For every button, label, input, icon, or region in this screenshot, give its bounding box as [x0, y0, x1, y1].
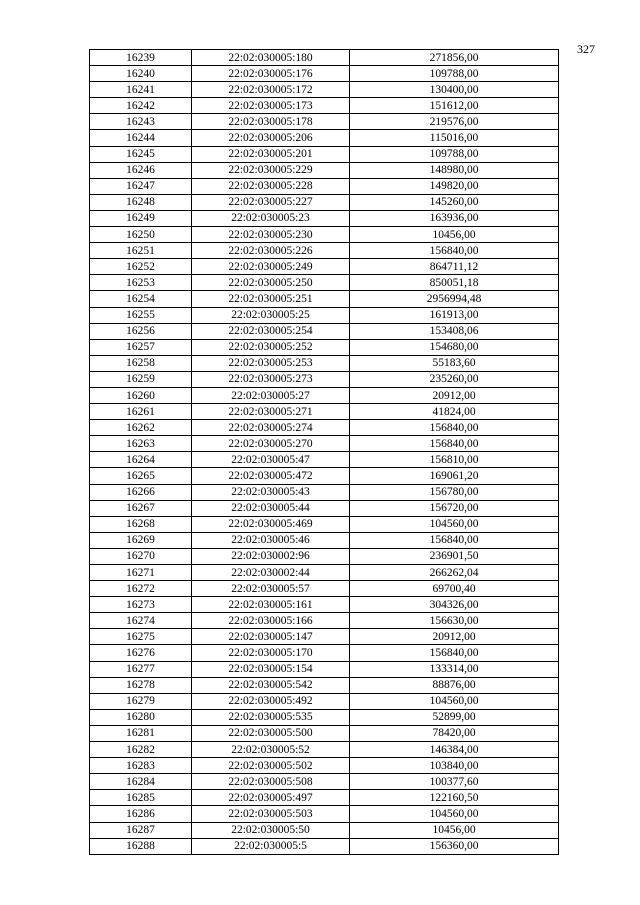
table-row [90, 516, 559, 532]
table-row [90, 500, 559, 516]
row-number-cell: 16240 [90, 66, 192, 82]
row-number-cell: 16272 [90, 581, 192, 597]
value-cell: 10456,00 [350, 822, 559, 838]
cadastral-number-cell: 22:02:030005:251 [192, 291, 350, 307]
table-row [90, 291, 559, 307]
row-number-cell: 16268 [90, 516, 192, 532]
value-cell: 20912,00 [350, 387, 559, 403]
row-number-cell: 16269 [90, 532, 192, 548]
cadastral-number-cell: 22:02:030005:47 [192, 452, 350, 468]
value-cell: 78420,00 [350, 725, 559, 741]
cadastral-number-cell: 22:02:030005:500 [192, 725, 350, 741]
table-row [90, 838, 559, 854]
cadastral-number-cell: 22:02:030005:271 [192, 404, 350, 420]
cadastral-number-cell: 22:02:030005:180 [192, 50, 350, 66]
table-row [90, 758, 559, 774]
value-cell: 161913,00 [350, 307, 559, 323]
cadastral-number-cell: 22:02:030005:23 [192, 210, 350, 226]
row-number-cell: 16262 [90, 420, 192, 436]
value-cell: 156840,00 [350, 243, 559, 259]
row-number-cell: 16273 [90, 597, 192, 613]
value-cell: 156810,00 [350, 452, 559, 468]
table-row [90, 339, 559, 355]
table-row [90, 645, 559, 661]
table-row [90, 114, 559, 130]
table-row [90, 677, 559, 693]
table-row [90, 355, 559, 371]
value-cell: 69700,40 [350, 581, 559, 597]
cadastral-number-cell: 22:02:030005:178 [192, 114, 350, 130]
row-number-cell: 16270 [90, 548, 192, 564]
cadastral-number-cell: 22:02:030005:172 [192, 82, 350, 98]
row-number-cell: 16276 [90, 645, 192, 661]
row-number-cell: 16264 [90, 452, 192, 468]
row-number-cell: 16284 [90, 774, 192, 790]
table-row [90, 404, 559, 420]
registry-table [89, 49, 559, 855]
table-row [90, 436, 559, 452]
cadastral-number-cell: 22:02:030005:161 [192, 597, 350, 613]
row-number-cell: 16257 [90, 339, 192, 355]
table-row [90, 275, 559, 291]
table-row [90, 50, 559, 66]
cadastral-number-cell: 22:02:030005:270 [192, 436, 350, 452]
value-cell: 156840,00 [350, 532, 559, 548]
row-number-cell: 16250 [90, 227, 192, 243]
value-cell: 156840,00 [350, 645, 559, 661]
value-cell: 145260,00 [350, 194, 559, 210]
row-number-cell: 16278 [90, 677, 192, 693]
cadastral-number-cell: 22:02:030005:273 [192, 371, 350, 387]
table-row [90, 227, 559, 243]
table-row [90, 66, 559, 82]
value-cell: 103840,00 [350, 758, 559, 774]
row-number-cell: 16267 [90, 500, 192, 516]
table-row [90, 82, 559, 98]
cadastral-number-cell: 22:02:030005:154 [192, 661, 350, 677]
value-cell: 104560,00 [350, 806, 559, 822]
value-cell: 850051,18 [350, 275, 559, 291]
value-cell: 151612,00 [350, 98, 559, 114]
value-cell: 163936,00 [350, 210, 559, 226]
cadastral-number-cell: 22:02:030005:57 [192, 581, 350, 597]
row-number-cell: 16288 [90, 838, 192, 854]
table-row [90, 613, 559, 629]
value-cell: 864711,12 [350, 259, 559, 275]
table-row [90, 709, 559, 725]
row-number-cell: 16263 [90, 436, 192, 452]
cadastral-number-cell: 22:02:030002:96 [192, 548, 350, 564]
cadastral-number-cell: 22:02:030005:535 [192, 709, 350, 725]
table-row [90, 130, 559, 146]
value-cell: 100377,60 [350, 774, 559, 790]
table-row [90, 98, 559, 114]
table-row [90, 693, 559, 709]
cadastral-number-cell: 22:02:030005:173 [192, 98, 350, 114]
value-cell: 41824,00 [350, 404, 559, 420]
value-cell: 266262,04 [350, 565, 559, 581]
value-cell: 130400,00 [350, 82, 559, 98]
value-cell: 109788,00 [350, 146, 559, 162]
table-row [90, 548, 559, 564]
value-cell: 55183,60 [350, 355, 559, 371]
row-number-cell: 16246 [90, 162, 192, 178]
cadastral-number-cell: 22:02:030005:274 [192, 420, 350, 436]
row-number-cell: 16265 [90, 468, 192, 484]
value-cell: 10456,00 [350, 227, 559, 243]
value-cell: 20912,00 [350, 629, 559, 645]
cadastral-number-cell: 22:02:030005:50 [192, 822, 350, 838]
row-number-cell: 16259 [90, 371, 192, 387]
row-number-cell: 16261 [90, 404, 192, 420]
cadastral-number-cell: 22:02:030005:5 [192, 838, 350, 854]
cadastral-number-cell: 22:02:030005:469 [192, 516, 350, 532]
row-number-cell: 16244 [90, 130, 192, 146]
value-cell: 156780,00 [350, 484, 559, 500]
table-row [90, 742, 559, 758]
value-cell: 104560,00 [350, 693, 559, 709]
value-cell: 156720,00 [350, 500, 559, 516]
table-row [90, 806, 559, 822]
value-cell: 149820,00 [350, 178, 559, 194]
value-cell: 52899,00 [350, 709, 559, 725]
table-row [90, 468, 559, 484]
cadastral-number-cell: 22:02:030002:44 [192, 565, 350, 581]
value-cell: 109788,00 [350, 66, 559, 82]
value-cell: 156840,00 [350, 420, 559, 436]
row-number-cell: 16281 [90, 725, 192, 741]
row-number-cell: 16251 [90, 243, 192, 259]
row-number-cell: 16241 [90, 82, 192, 98]
cadastral-number-cell: 22:02:030005:252 [192, 339, 350, 355]
cadastral-number-cell: 22:02:030005:52 [192, 742, 350, 758]
row-number-cell: 16274 [90, 613, 192, 629]
value-cell: 148980,00 [350, 162, 559, 178]
value-cell: 271856,00 [350, 50, 559, 66]
cadastral-number-cell: 22:02:030005:166 [192, 613, 350, 629]
cadastral-number-cell: 22:02:030005:147 [192, 629, 350, 645]
cadastral-number-cell: 22:02:030005:44 [192, 500, 350, 516]
table-row [90, 371, 559, 387]
value-cell: 104560,00 [350, 516, 559, 532]
row-number-cell: 16249 [90, 210, 192, 226]
row-number-cell: 16248 [90, 194, 192, 210]
row-number-cell: 16239 [90, 50, 192, 66]
cadastral-number-cell: 22:02:030005:43 [192, 484, 350, 500]
table-row [90, 822, 559, 838]
value-cell: 115016,00 [350, 130, 559, 146]
table-row [90, 581, 559, 597]
value-cell: 133314,00 [350, 661, 559, 677]
table-row [90, 565, 559, 581]
row-number-cell: 16286 [90, 806, 192, 822]
cadastral-number-cell: 22:02:030005:508 [192, 774, 350, 790]
cadastral-number-cell: 22:02:030005:503 [192, 806, 350, 822]
cadastral-number-cell: 22:02:030005:249 [192, 259, 350, 275]
cadastral-number-cell: 22:02:030005:25 [192, 307, 350, 323]
table-row [90, 532, 559, 548]
value-cell: 88876,00 [350, 677, 559, 693]
cadastral-number-cell: 22:02:030005:176 [192, 66, 350, 82]
row-number-cell: 16271 [90, 565, 192, 581]
value-cell: 156840,00 [350, 436, 559, 452]
value-cell: 235260,00 [350, 371, 559, 387]
cadastral-number-cell: 22:02:030005:502 [192, 758, 350, 774]
row-number-cell: 16266 [90, 484, 192, 500]
value-cell: 153408,06 [350, 323, 559, 339]
table-row [90, 629, 559, 645]
cadastral-number-cell: 22:02:030005:497 [192, 790, 350, 806]
table-row [90, 146, 559, 162]
cadastral-number-cell: 22:02:030005:542 [192, 677, 350, 693]
page-number: 327 [577, 42, 595, 56]
table-row [90, 661, 559, 677]
row-number-cell: 16254 [90, 291, 192, 307]
value-cell: 219576,00 [350, 114, 559, 130]
cadastral-number-cell: 22:02:030005:226 [192, 243, 350, 259]
table-row [90, 790, 559, 806]
row-number-cell: 16247 [90, 178, 192, 194]
row-number-cell: 16252 [90, 259, 192, 275]
table-row [90, 597, 559, 613]
cadastral-number-cell: 22:02:030005:27 [192, 387, 350, 403]
table-row [90, 484, 559, 500]
table-row [90, 259, 559, 275]
table-row [90, 774, 559, 790]
cadastral-number-cell: 22:02:030005:492 [192, 693, 350, 709]
value-cell: 156630,00 [350, 613, 559, 629]
row-number-cell: 16253 [90, 275, 192, 291]
row-number-cell: 16279 [90, 693, 192, 709]
table-row [90, 452, 559, 468]
value-cell: 2956994,48 [350, 291, 559, 307]
table-row [90, 420, 559, 436]
value-cell: 169061,20 [350, 468, 559, 484]
row-number-cell: 16260 [90, 387, 192, 403]
row-number-cell: 16243 [90, 114, 192, 130]
cadastral-number-cell: 22:02:030005:253 [192, 355, 350, 371]
registry-table-body [90, 50, 559, 855]
cadastral-number-cell: 22:02:030005:472 [192, 468, 350, 484]
cadastral-number-cell: 22:02:030005:230 [192, 227, 350, 243]
table-row [90, 243, 559, 259]
table-row [90, 162, 559, 178]
row-number-cell: 16283 [90, 758, 192, 774]
row-number-cell: 16277 [90, 661, 192, 677]
table-row [90, 323, 559, 339]
row-number-cell: 16258 [90, 355, 192, 371]
value-cell: 122160,50 [350, 790, 559, 806]
table-row [90, 725, 559, 741]
table-row [90, 387, 559, 403]
table-row [90, 307, 559, 323]
value-cell: 146384,00 [350, 742, 559, 758]
row-number-cell: 16275 [90, 629, 192, 645]
cadastral-number-cell: 22:02:030005:201 [192, 146, 350, 162]
value-cell: 236901,50 [350, 548, 559, 564]
cadastral-number-cell: 22:02:030005:170 [192, 645, 350, 661]
row-number-cell: 16242 [90, 98, 192, 114]
value-cell: 156360,00 [350, 838, 559, 854]
row-number-cell: 16287 [90, 822, 192, 838]
row-number-cell: 16280 [90, 709, 192, 725]
cadastral-number-cell: 22:02:030005:46 [192, 532, 350, 548]
row-number-cell: 16245 [90, 146, 192, 162]
cadastral-number-cell: 22:02:030005:229 [192, 162, 350, 178]
cadastral-number-cell: 22:02:030005:228 [192, 178, 350, 194]
cadastral-number-cell: 22:02:030005:227 [192, 194, 350, 210]
row-number-cell: 16282 [90, 742, 192, 758]
value-cell: 154680,00 [350, 339, 559, 355]
table-row [90, 178, 559, 194]
row-number-cell: 16256 [90, 323, 192, 339]
cadastral-number-cell: 22:02:030005:254 [192, 323, 350, 339]
value-cell: 304326,00 [350, 597, 559, 613]
row-number-cell: 16255 [90, 307, 192, 323]
cadastral-number-cell: 22:02:030005:206 [192, 130, 350, 146]
cadastral-number-cell: 22:02:030005:250 [192, 275, 350, 291]
table-row [90, 210, 559, 226]
table-row [90, 194, 559, 210]
row-number-cell: 16285 [90, 790, 192, 806]
